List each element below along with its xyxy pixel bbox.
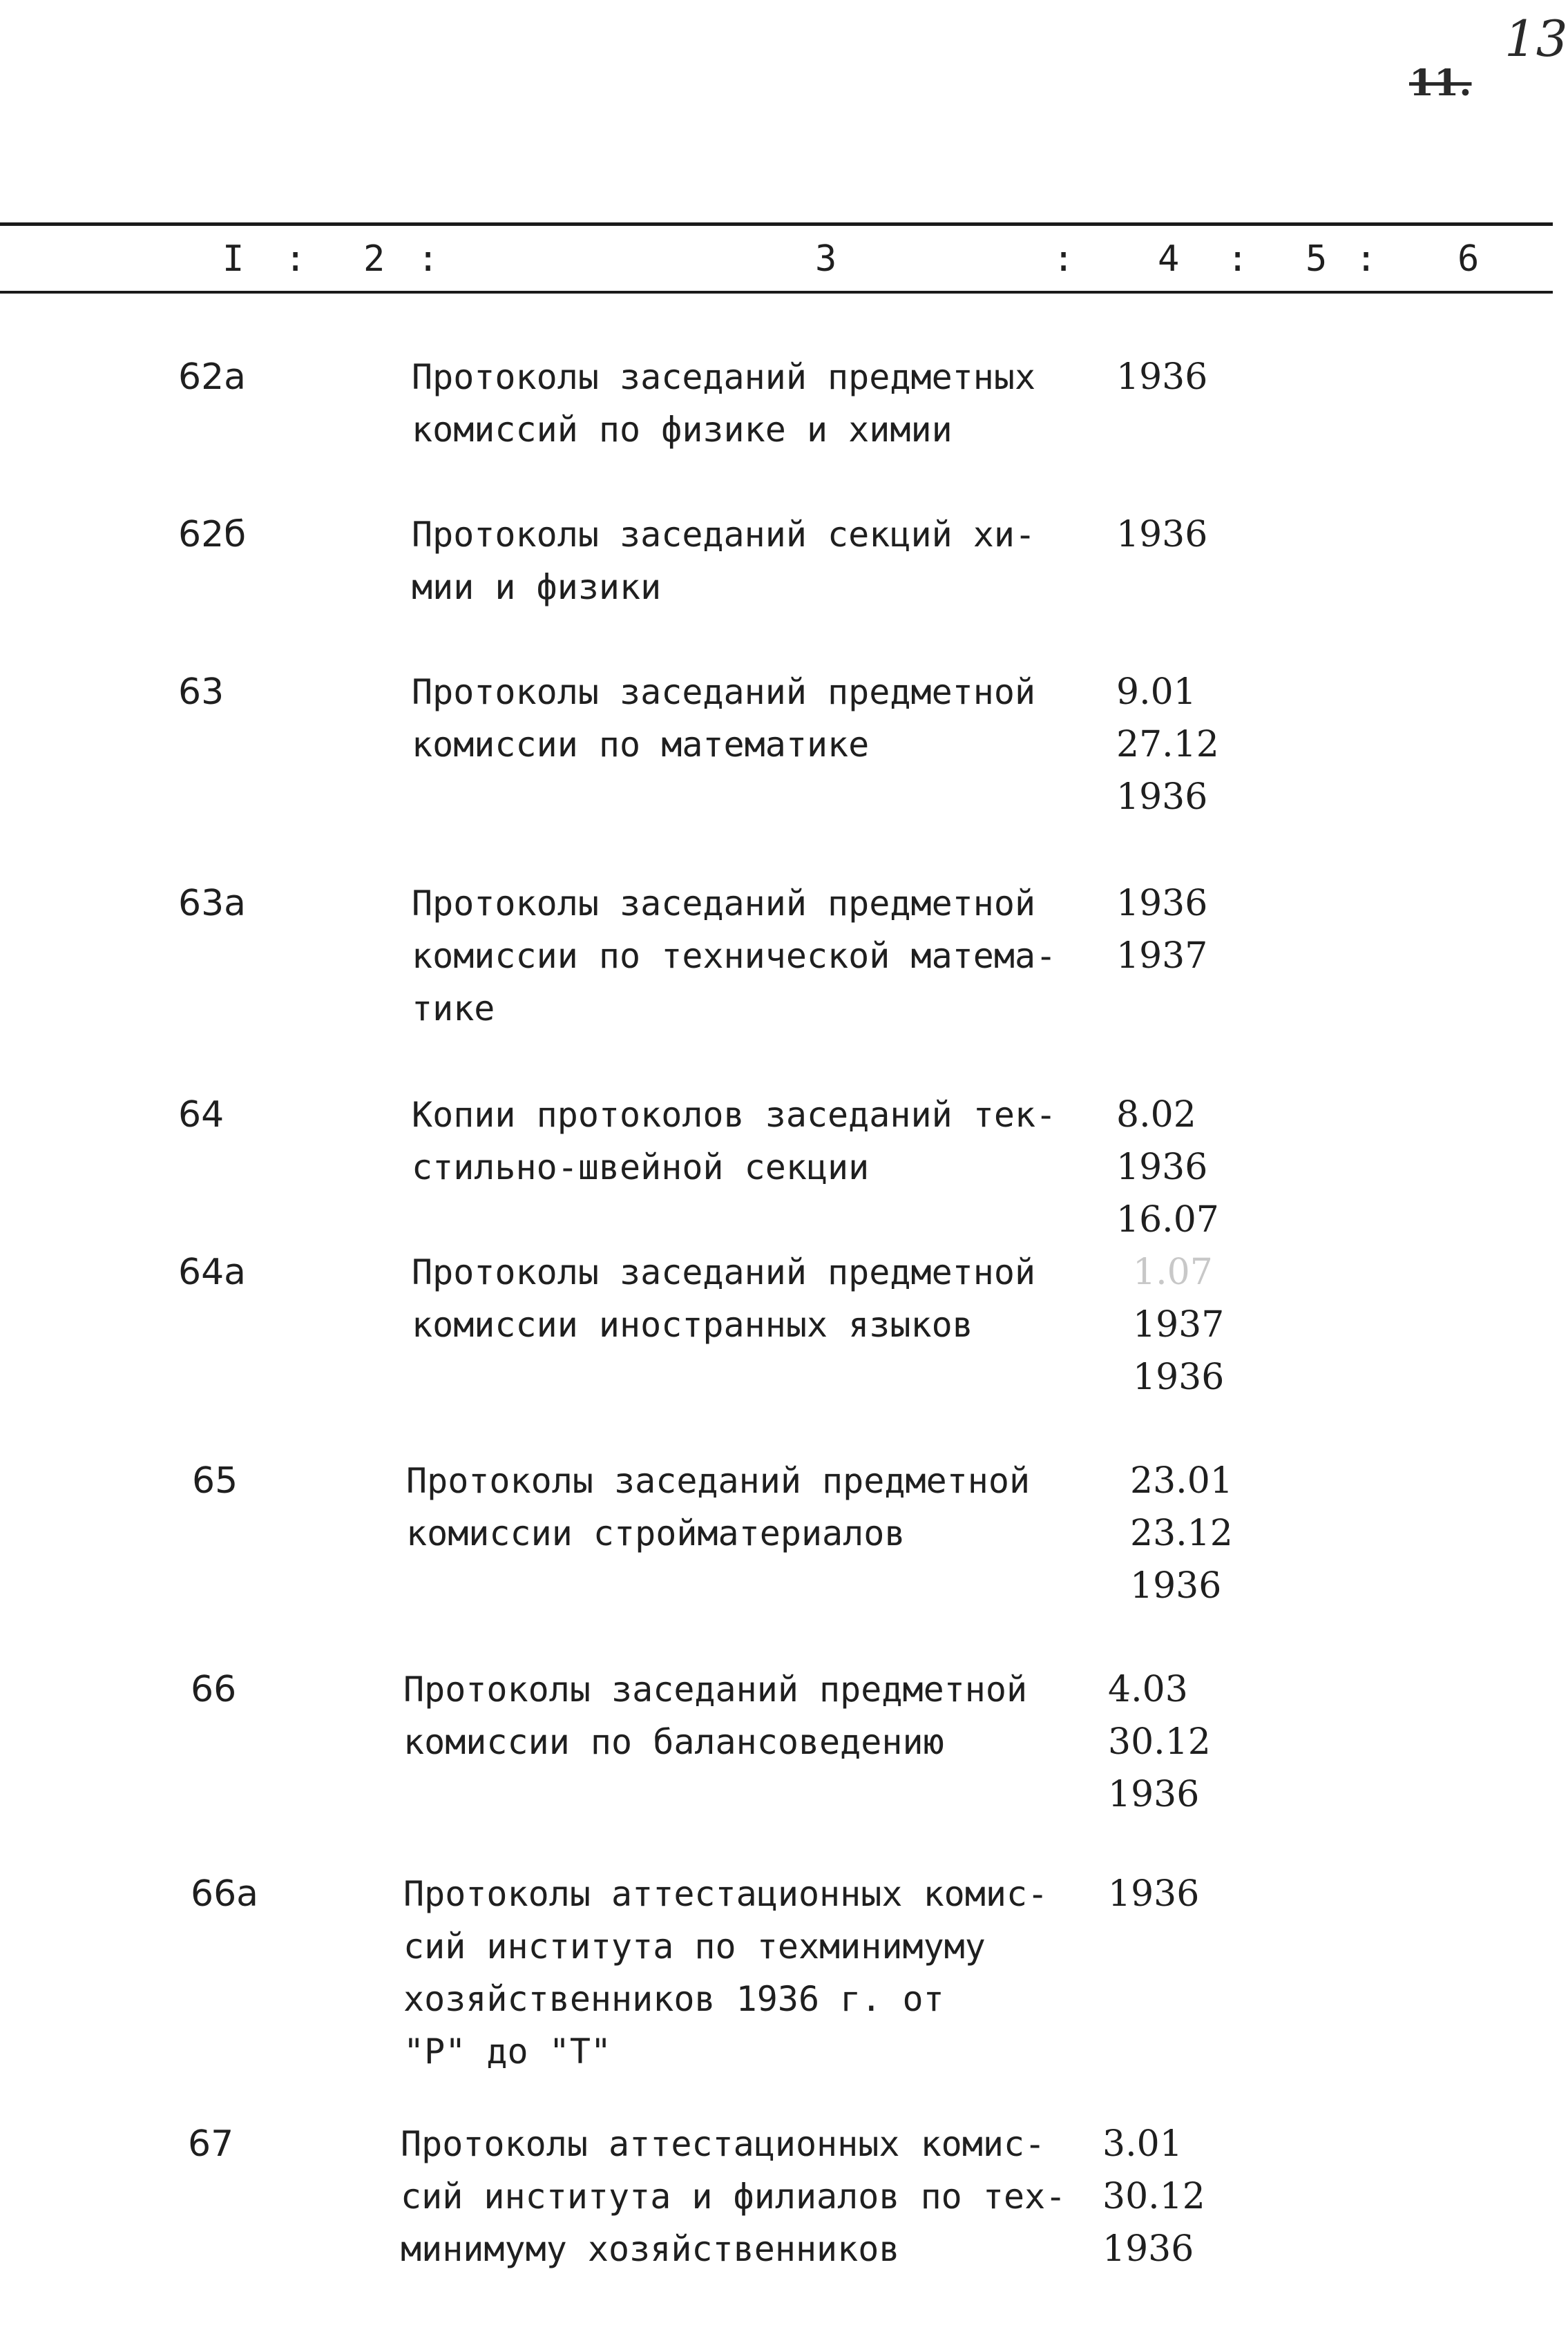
record-title-line: комиссии по математике <box>412 725 870 765</box>
column-separator: : <box>1355 238 1377 280</box>
record-title <box>412 666 1089 771</box>
record-number: 64 <box>178 1094 224 1136</box>
record-date: 4.03 <box>1108 1669 1188 1710</box>
record-date: 1937 <box>1116 935 1208 977</box>
record-title <box>412 877 1089 1035</box>
record-title <box>412 351 1089 456</box>
record-dates <box>1102 2118 1205 2275</box>
record-date: 9.01 <box>1116 671 1196 713</box>
record-date: 1936 <box>1116 1147 1208 1188</box>
column-separator: : <box>285 238 307 280</box>
header-bottom-rule <box>0 291 1553 294</box>
record-number: 66а <box>191 1873 259 1915</box>
record-date: 1936 <box>1130 1565 1222 1607</box>
record-title-line: мии и физики <box>412 567 662 607</box>
record-title-line: хозяйственников 1936 г. от <box>403 1979 944 2019</box>
record-title-line: сий института по техминимуму <box>403 1926 986 1967</box>
record-number: 62б <box>178 514 247 555</box>
record-title-line: Протоколы заседаний предметной <box>403 1670 1028 1710</box>
record-title-line: Протоколы заседаний предметной <box>412 883 1036 924</box>
record-title-line: тике <box>412 988 495 1029</box>
record-date: 30.12 <box>1102 2176 1205 2217</box>
record-number: 65 <box>192 1460 238 1502</box>
record-title-line: стильно-швейной секции <box>412 1147 870 1187</box>
record-date: 1936 <box>1116 776 1208 818</box>
record-date: 27.12 <box>1116 724 1219 765</box>
record-title-line: комиссии иностранных языков <box>412 1305 973 1345</box>
record-date: 8.02 <box>1116 1094 1196 1136</box>
record-date: 3.01 <box>1102 2123 1183 2165</box>
column-header-row <box>0 235 1553 283</box>
record-date: 1936 <box>1108 1774 1200 1815</box>
record-title-line: комиссии по балансоведению <box>403 1722 944 1762</box>
record-number: 66 <box>191 1669 237 1710</box>
record-title-line: Протоколы заседаний предметной <box>412 1252 1036 1292</box>
record-title <box>406 1455 1083 1560</box>
record-date-faded: 1.07 <box>1133 1252 1213 1293</box>
record-number: 63 <box>178 671 224 713</box>
column-header-3: 3 <box>815 238 837 280</box>
column-separator: : <box>1227 238 1249 280</box>
record-date: 1936 <box>1102 2228 1194 2270</box>
record-date: 1936 <box>1108 1873 1200 1915</box>
record-title-line: комиссии стройматериалов <box>406 1513 906 1553</box>
header-top-rule <box>0 222 1553 226</box>
record-dates <box>1116 1089 1219 1246</box>
record-date: 1936 <box>1133 1357 1225 1398</box>
column-header-6: 6 <box>1457 238 1480 280</box>
record-date: 1936 <box>1116 883 1208 924</box>
record-title-line: "Р" до "Т" <box>403 2031 612 2072</box>
record-dates <box>1133 1246 1224 1404</box>
column-separator: : <box>1053 238 1075 280</box>
record-number: 63а <box>178 883 247 924</box>
record-title-line: Протоколы заседаний предметной <box>406 1461 1031 1501</box>
record-dates <box>1108 1663 1211 1821</box>
sheet-number: 11. <box>1409 62 1472 104</box>
record-date: 1937 <box>1133 1304 1225 1346</box>
record-date: 1936 <box>1116 514 1208 555</box>
record-title <box>412 508 1089 613</box>
record-date: 1936 <box>1116 356 1208 398</box>
record-title-line: Протоколы заседаний предметной <box>412 672 1036 712</box>
record-title-line: комиссии по технической матема- <box>412 936 1057 976</box>
record-title-line: комиссий по физике и химии <box>412 410 953 450</box>
record-dates <box>1116 877 1207 982</box>
record-date: 16.07 <box>1116 1199 1219 1241</box>
record-title <box>412 1246 1089 1351</box>
column-separator: : <box>417 238 439 280</box>
record-title-line: Копии протоколов заседаний тек- <box>412 1095 1057 1135</box>
record-dates <box>1116 508 1207 561</box>
column-header-1: I <box>222 238 245 280</box>
record-title <box>401 2118 1078 2275</box>
record-number: 67 <box>188 2123 234 2165</box>
record-title <box>403 1868 1080 2078</box>
record-title-line: Протоколы аттестационных комис- <box>403 1874 1049 1914</box>
record-date: 23.01 <box>1130 1460 1233 1502</box>
record-title-line: Протоколы заседаний предметных <box>412 357 1036 397</box>
record-date: 30.12 <box>1108 1721 1211 1763</box>
record-title <box>412 1089 1089 1194</box>
record-number: 64а <box>178 1252 247 1293</box>
record-dates <box>1116 351 1207 403</box>
record-dates <box>1108 1868 1199 1920</box>
column-header-5: 5 <box>1306 238 1328 280</box>
record-title-line: Протоколы заседаний секций хи- <box>412 515 1036 555</box>
record-date: 23.12 <box>1130 1513 1233 1554</box>
record-dates <box>1116 666 1219 823</box>
record-title-line: сий института и филиалов по тех- <box>401 2177 1067 2217</box>
record-number: 62а <box>178 356 247 398</box>
column-header-2: 2 <box>363 238 385 280</box>
record-title-line: минимуму хозяйственников <box>401 2229 900 2269</box>
column-header-4: 4 <box>1158 238 1180 280</box>
record-title <box>403 1663 1080 1768</box>
record-title-line: Протоколы аттестационных комис- <box>401 2124 1046 2164</box>
sheet-mark-handwritten: 13 <box>1504 10 1568 68</box>
record-dates <box>1130 1455 1233 1612</box>
